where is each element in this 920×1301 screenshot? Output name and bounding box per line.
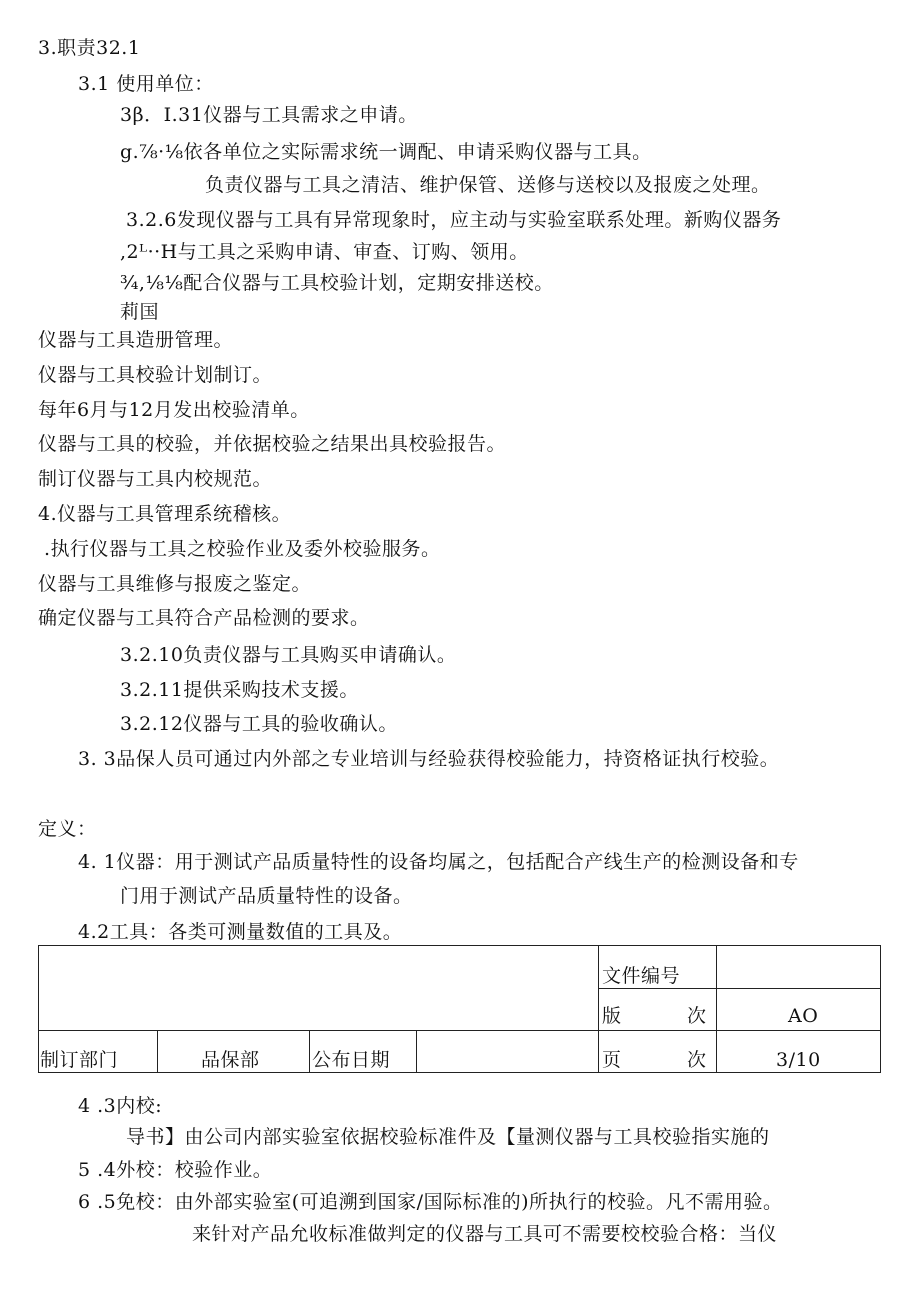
text-line: 负责仪器与工具之清洁、维护保管、送修与送校以及报废之处理。	[205, 174, 771, 196]
page-label-a: 页	[602, 1049, 622, 1071]
version-label-b: 次	[687, 1005, 707, 1027]
text-line: 4.2工具：各类可测量数值的工具及。	[78, 921, 403, 943]
text-line: 6 .5免校：由外部实验室(可追溯到国家/国际标准的)所执行的校验。凡不需用验。	[78, 1191, 783, 1213]
date-label: 公布日期	[312, 1049, 391, 1071]
text-line: 确定仪器与工具符合产品检测的要求。	[38, 607, 370, 629]
page-label-b: 次	[687, 1049, 707, 1071]
text-line: g.⅞·⅛依各单位之实际需求统一调配、申请采购仪器与工具。	[120, 141, 652, 163]
page-value: 3/10	[776, 1049, 821, 1071]
dept-value: 品保部	[201, 1049, 260, 1071]
text-line: 3.2.10负责仪器与工具购买申请确认。	[120, 644, 457, 666]
text-line: .执行仪器与工具之校验作业及委外校验服务。	[44, 538, 441, 560]
text-line: 3. 3品保人员可通过内外部之专业培训与经验获得校验能力，持资格证执行校验。	[78, 748, 780, 770]
text-line: 仪器与工具维修与报废之鉴定。	[38, 573, 312, 595]
text-line: 3β．Ι.31仪器与工具需求之申请。	[120, 104, 418, 126]
section-heading-3: 3.职责32.1	[38, 37, 141, 59]
version-label-a: 版	[602, 1005, 622, 1027]
text-line: 4. 1仪器：用于测试产品质量特性的设备均属之，包括配合产线生产的检测设备和专	[78, 851, 799, 873]
text-line: 导书】由公司内部实验室依据校验标准件及【量测仪器与工具校验指实施的	[126, 1126, 770, 1148]
text-line: 3.2.11提供采购技术支援。	[120, 679, 359, 701]
dept-label: 制订部门	[40, 1049, 119, 1071]
version-value: AO	[788, 1005, 819, 1027]
text-line: 门用于测试产品质量特性的设备。	[120, 885, 413, 907]
text-line: 制订仪器与工具内校规范。	[38, 468, 273, 490]
text-line: 3.2.12仪器与工具的验收确认。	[120, 713, 398, 735]
text-line: 仪器与工具校验计划制订。	[38, 364, 273, 386]
text-line: 4 .3内校:	[78, 1095, 163, 1117]
text-line: ¾,⅛⅛配合仪器与工具校验计划，定期安排送校。	[120, 272, 554, 294]
text-line: 仪器与工具造册管理。	[38, 329, 234, 351]
text-line: 仪器与工具的校验，并依据校验之结果出具校验报告。	[38, 433, 507, 455]
text-line: 每年6月与12月发出校验清单。	[38, 399, 310, 421]
text-line: 3.1 使用单位：	[78, 73, 214, 95]
document-info-table	[38, 945, 881, 1073]
text-line: ,2ᴸ··H与工具之采购申请、审查、订购、领用。	[120, 241, 529, 263]
text-line: 5 .4外校：校验作业。	[78, 1159, 273, 1181]
doc-number-label: 文件编号	[602, 965, 681, 987]
text-line: 3.2.6发现仪器与工具有异常现象时，应主动与实验室联系处理。新购仪器务	[126, 209, 782, 231]
text-line: 莉国	[120, 301, 160, 323]
text-line: 4.仪器与工具管理系统稽核。	[38, 503, 292, 525]
text-line: 来针对产品允收标准做判定的仪器与工具可不需要校校验合格：当仪	[192, 1223, 778, 1245]
definitions-heading: 定义：	[38, 818, 97, 840]
